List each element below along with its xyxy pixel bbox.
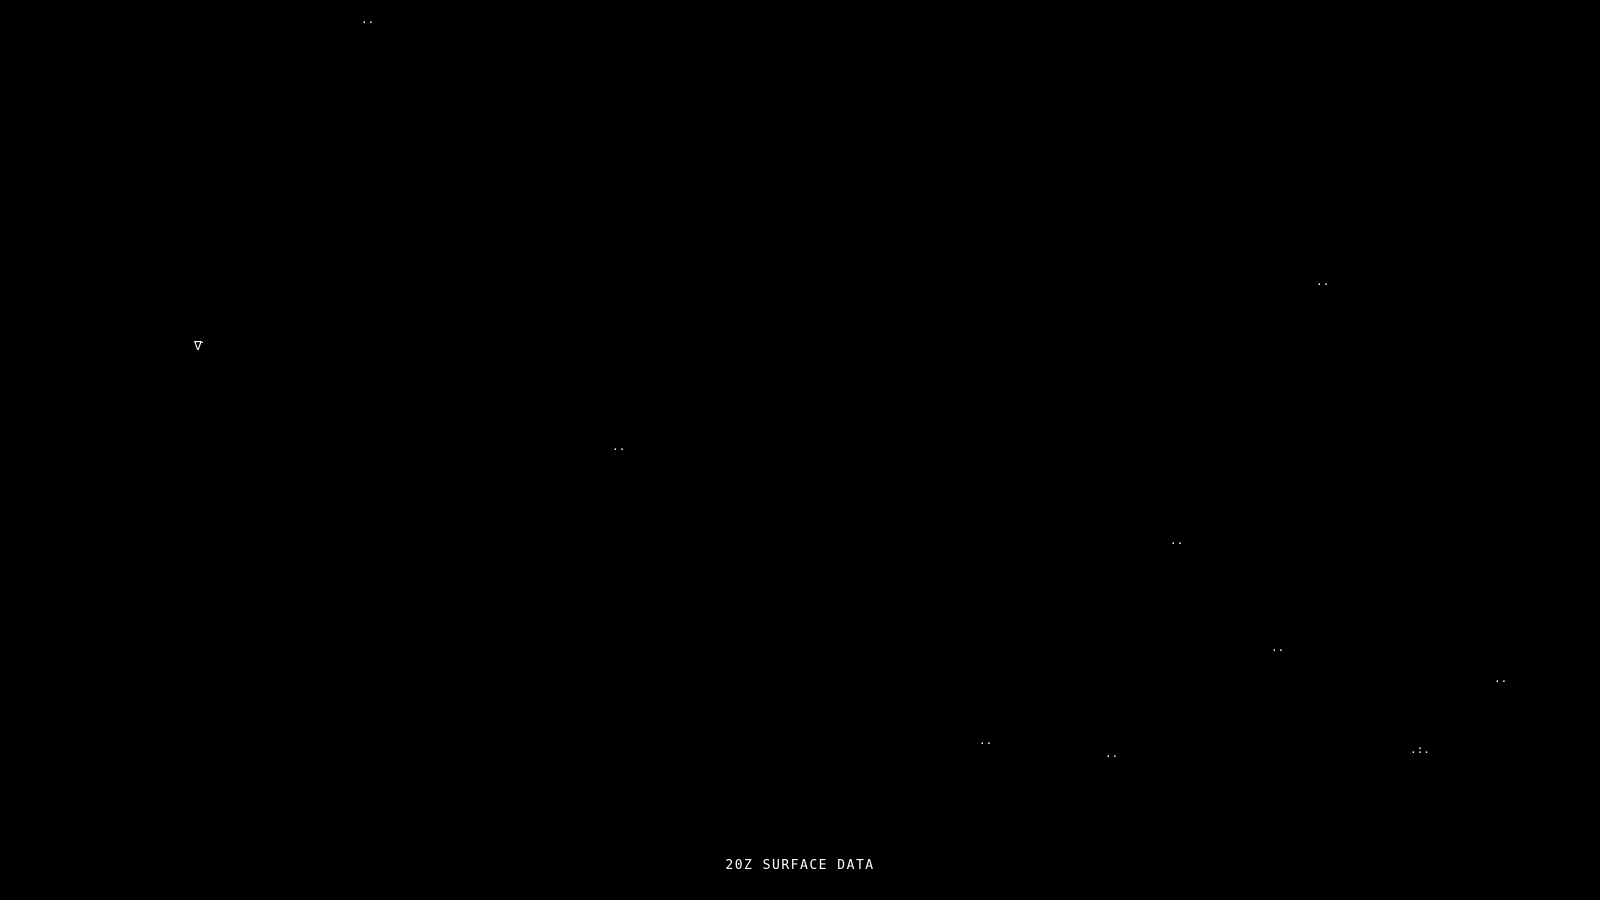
station-plot-7: .. [979, 734, 993, 747]
station-plot-1: .. [361, 13, 375, 26]
station-plot-2: .. [1316, 275, 1330, 288]
station-plot-6: .. [1494, 672, 1508, 685]
station-plot-9: .:. [1410, 743, 1430, 756]
map-caption: 20Z SURFACE DATA [725, 858, 875, 873]
station-plot-8: .. [1105, 747, 1119, 760]
station-plot-4: .. [1170, 534, 1184, 547]
station-plot-5: .. [1271, 641, 1285, 654]
triangle-marker-icon: ∇ [194, 339, 202, 354]
station-plot-3: .. [612, 440, 626, 453]
